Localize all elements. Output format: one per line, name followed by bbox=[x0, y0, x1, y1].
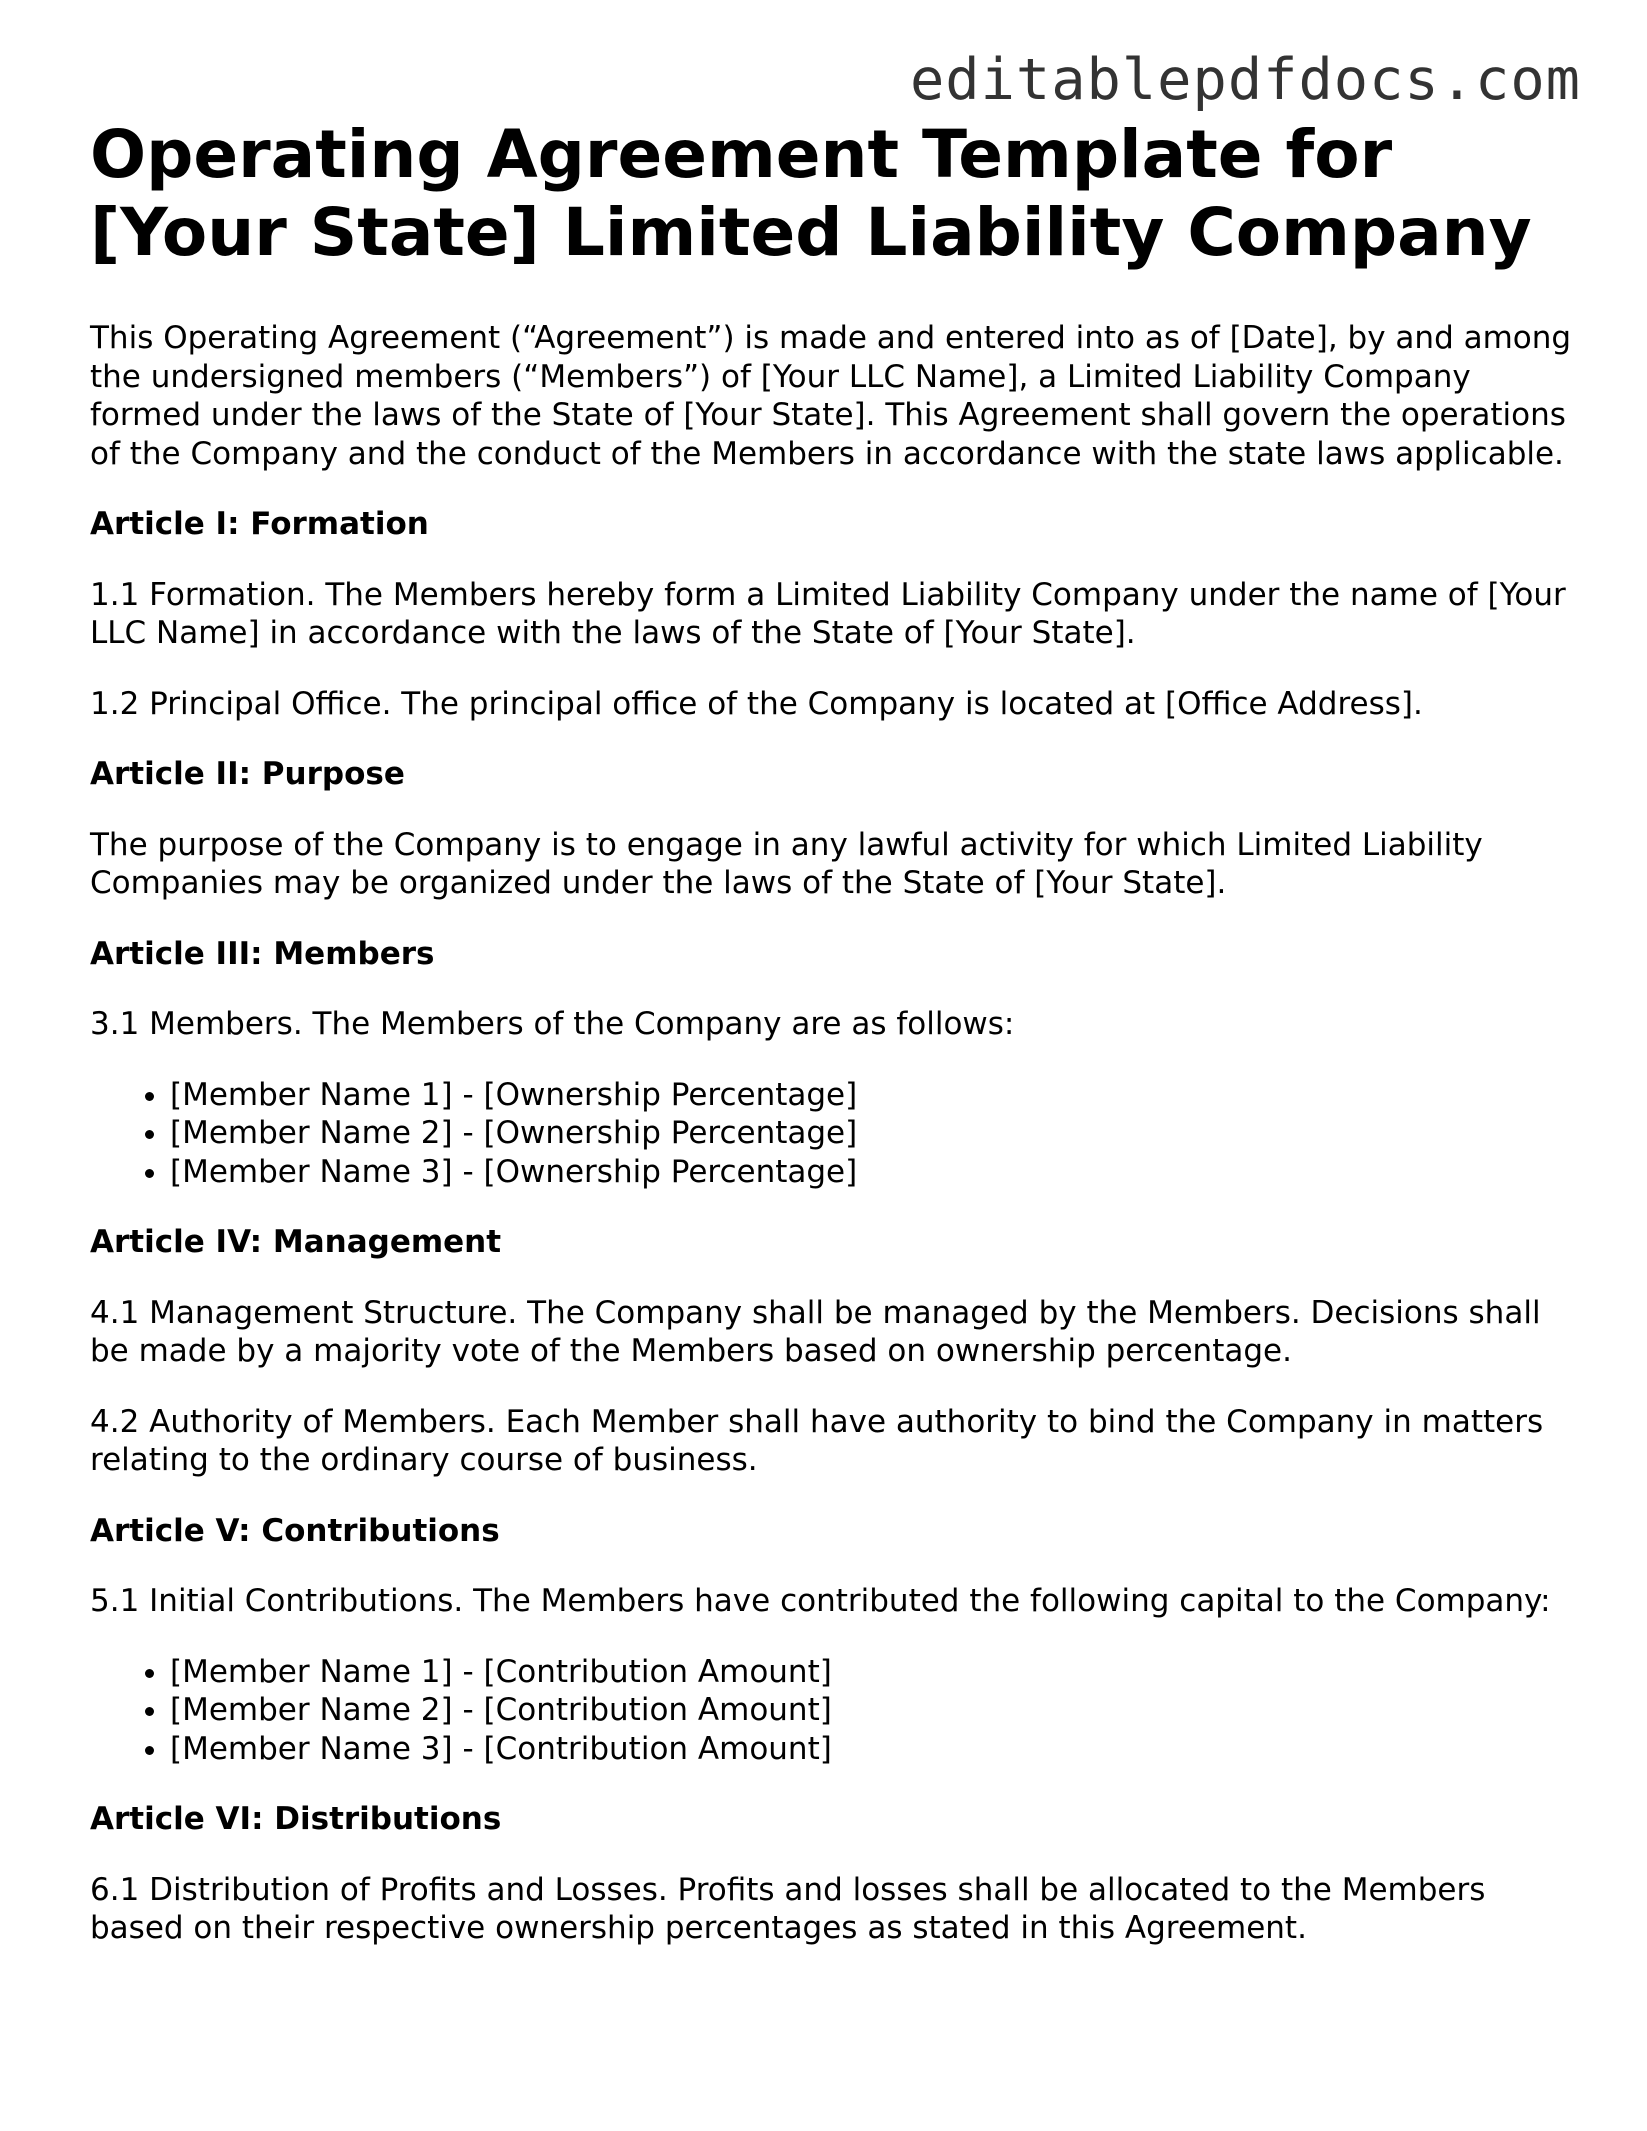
article-5-heading: Article V: Contributions bbox=[90, 1512, 500, 1549]
list-item: • [Member Name 2] - [Ownership Percentage] bbox=[170, 1114, 1580, 1153]
section-4-1: 4.1 Management Structure. The Company shall be managed by the Members. Decisions shall be made by a majority vote of the Members based on ownership percentage. bbox=[90, 1294, 1541, 1369]
document-title: Operating Agreement Template for [Your State] Limited Liability Company bbox=[90, 116, 1532, 271]
section-5-1: 5.1 Initial Contributions. The Members have contributed the following capital to the Company: bbox=[90, 1583, 1551, 1619]
article-6-heading: Article VI: Distributions bbox=[90, 1801, 502, 1837]
section-6-1: 6.1 Distribution of Profits and Losses. Profits and losses shall be allocated to the Members based on their respective ownership percentages as stated in this Agreement. bbox=[90, 1871, 1486, 1946]
article-4-heading: Article IV: Management bbox=[90, 1224, 502, 1260]
article-2-heading: Article II: Purpose bbox=[90, 756, 405, 792]
article-1-heading: Article I: Formation bbox=[90, 506, 429, 542]
watermark: editablepdfdocs.com bbox=[909, 47, 1581, 113]
section-4-2: 4.2 Authority of Members. Each Member shall have authority to bind the Company in matters relating to the ordinary course of business. bbox=[90, 1403, 1544, 1478]
list-item: • [Member Name 3] - [Ownership Percentage] bbox=[170, 1153, 1580, 1192]
list-item: • [Member Name 1] - [Contribution Amount] bbox=[170, 1653, 1580, 1692]
members-list bbox=[90, 1076, 1580, 1192]
intro-paragraph: This Operating Agreement (“Agreement”) is made and entered into as of [Date], by and among the undersigned members (“Members”) of [Your LLC Name], a Limited Liability Company formed under the laws of the State of [Your State]. This Agreement shall govern the operations of the Company and the conduct of the Members in accordance with the state laws applicable. bbox=[90, 320, 1572, 472]
list-item: • [Member Name 2] - [Contribution Amount] bbox=[170, 1691, 1580, 1730]
purpose-paragraph: The purpose of the Company is to engage in any lawful activity for which Limited Liability Companies may be organized under the laws of the State of [Your State]. bbox=[90, 826, 1483, 901]
document-body bbox=[90, 116, 1580, 1980]
contributions-list bbox=[90, 1653, 1580, 1769]
section-1-2: 1.2 Principal Office. The principal office of the Company is located at [Office Address]. bbox=[90, 685, 1423, 722]
section-3-1: 3.1 Members. The Members of the Company are as follows: bbox=[90, 1006, 1015, 1042]
section-1-1: 1.1 Formation. The Members hereby form a Limited Liability Company under the name of [Your LLC Name] in accordance with the laws of the State of [Your State]. bbox=[90, 576, 1566, 651]
list-item: • [Member Name 3] - [Contribution Amount] bbox=[170, 1730, 1580, 1769]
article-3-heading: Article III: Members bbox=[90, 935, 435, 972]
list-item: • [Member Name 1] - [Ownership Percentage] bbox=[170, 1076, 1580, 1115]
